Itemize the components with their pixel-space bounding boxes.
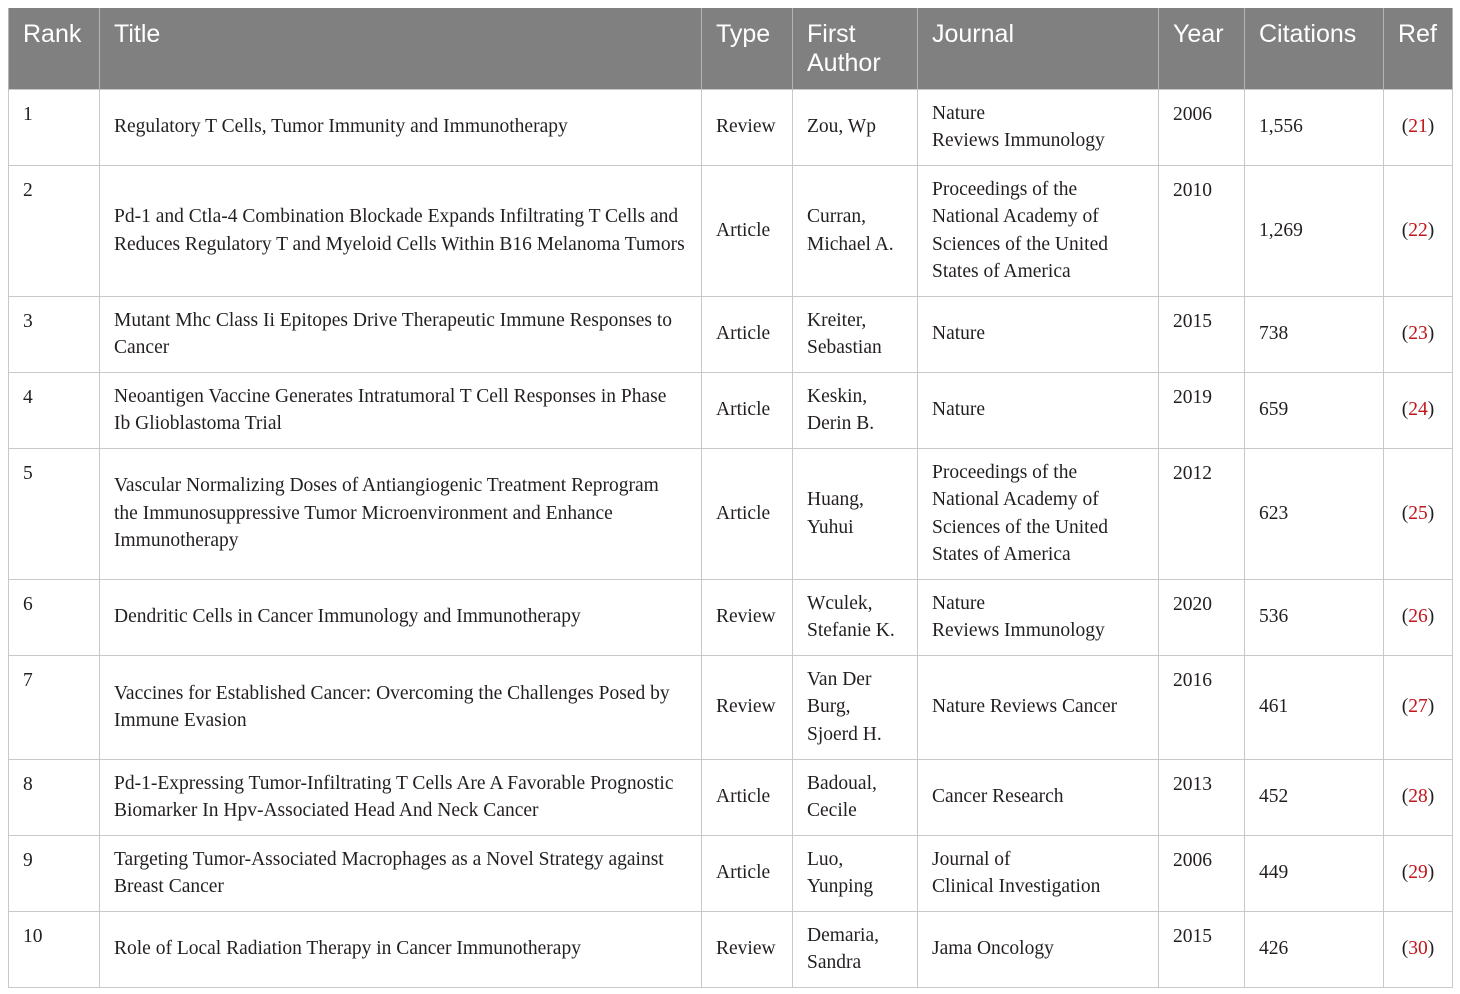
cell-year-text: 2020 xyxy=(1173,593,1212,615)
cell-journal xyxy=(918,296,1159,372)
cell-citations-text: 659 xyxy=(1259,399,1289,421)
cell-first-author xyxy=(793,448,918,579)
cell-citations-text: 1,556 xyxy=(1259,116,1303,138)
table-row xyxy=(9,579,1453,655)
cell-citations xyxy=(1245,372,1384,448)
cell-type-text: Article xyxy=(716,502,771,524)
cell-title-text: Vascular Normalizing Doses of Antiangiogenic Treatment Reprogram the Immunosuppressive Tumor Microenvironment and Enhance Immunotherapy xyxy=(114,475,659,552)
cell-title xyxy=(100,655,702,759)
cell-type-text: Article xyxy=(716,862,771,884)
cell-title xyxy=(100,911,702,987)
cell-title xyxy=(100,759,702,835)
cell-first-author-text: Luo, Yunping xyxy=(807,848,874,897)
cell-citations xyxy=(1245,165,1384,296)
cell-citations xyxy=(1245,579,1384,655)
cell-citations xyxy=(1245,655,1384,759)
cell-year xyxy=(1159,759,1245,835)
cell-type xyxy=(702,448,793,579)
cell-journal-text: Nature Reviews Immunology xyxy=(932,592,1105,641)
cell-ref: (29) xyxy=(1384,835,1453,911)
table-row xyxy=(9,448,1453,579)
cell-rank xyxy=(9,911,100,987)
table-row xyxy=(9,759,1453,835)
cell-first-author xyxy=(793,372,918,448)
cell-journal-text: Proceedings of the National Academy of Sciences of the United States of America xyxy=(932,178,1108,282)
cell-title-text: Vaccines for Established Cancer: Overcoming the Challenges Posed by Immune Evasion xyxy=(114,682,670,731)
cell-first-author-text: Huang, Yuhui xyxy=(807,489,864,538)
citations-table-container xyxy=(8,8,1452,988)
cell-type xyxy=(702,165,793,296)
cell-first-author xyxy=(793,579,918,655)
cell-year-text: 2006 xyxy=(1173,103,1212,125)
cell-title xyxy=(100,579,702,655)
cell-rank xyxy=(9,165,100,296)
cell-title xyxy=(100,296,702,372)
cell-rank-text: 7 xyxy=(23,669,33,691)
cell-type-text: Article xyxy=(716,219,771,241)
cell-citations-text: 426 xyxy=(1259,938,1289,960)
cell-journal xyxy=(918,89,1159,165)
cell-first-author-text: Keskin, Derin B. xyxy=(807,385,875,434)
table-row xyxy=(9,655,1453,759)
cell-ref: (26) xyxy=(1384,579,1453,655)
cell-type-text: Review xyxy=(716,606,776,628)
cell-citations-text: 738 xyxy=(1259,323,1289,345)
cell-type xyxy=(702,296,793,372)
cell-journal xyxy=(918,579,1159,655)
cell-rank xyxy=(9,759,100,835)
header-rank: Rank xyxy=(9,8,100,89)
cell-type xyxy=(702,372,793,448)
reference-link[interactable]: 22 xyxy=(1408,219,1428,241)
reference-link[interactable]: 29 xyxy=(1408,862,1428,884)
cell-title xyxy=(100,165,702,296)
cell-year xyxy=(1159,655,1245,759)
cell-journal-text: Nature xyxy=(932,399,986,421)
cell-year-text: 2012 xyxy=(1173,462,1212,484)
cell-type xyxy=(702,655,793,759)
cell-first-author-text: Curran, Michael A. xyxy=(807,206,894,255)
cell-title-text: Targeting Tumor-Associated Macrophages as a Novel Strategy against Breast Cancer xyxy=(114,848,664,897)
cell-first-author xyxy=(793,655,918,759)
table-row xyxy=(9,165,1453,296)
cell-title-text: Regulatory T Cells, Tumor Immunity and Immunotherapy xyxy=(114,116,568,138)
reference-link[interactable]: 25 xyxy=(1408,502,1428,524)
cell-journal-text: Nature xyxy=(932,323,986,345)
cell-ref: (23) xyxy=(1384,296,1453,372)
cell-journal-text: Journal of Clinical Investigation xyxy=(932,848,1101,897)
header-row xyxy=(9,8,1453,89)
cell-type-text: Review xyxy=(716,938,776,960)
cell-citations-text: 536 xyxy=(1259,606,1289,628)
cell-rank-text: 1 xyxy=(23,103,33,125)
cell-ref: (27) xyxy=(1384,655,1453,759)
reference-link[interactable]: 28 xyxy=(1408,786,1428,808)
cell-type-text: Review xyxy=(716,696,776,718)
cell-year-text: 2013 xyxy=(1173,773,1212,795)
cell-rank-text: 8 xyxy=(23,773,33,795)
cell-type-text: Article xyxy=(716,786,771,808)
table-body xyxy=(9,89,1453,987)
cell-journal xyxy=(918,759,1159,835)
reference-link[interactable]: 30 xyxy=(1408,938,1428,960)
cell-year-text: 2019 xyxy=(1173,386,1212,408)
cell-title-text: Neoantigen Vaccine Generates Intratumoral T Cell Responses in Phase Ib Glioblastoma Trial xyxy=(114,385,667,434)
header-year: Year xyxy=(1159,8,1245,89)
cell-year xyxy=(1159,911,1245,987)
cell-first-author xyxy=(793,296,918,372)
cell-first-author-text: Badoual, Cecile xyxy=(807,772,877,821)
cell-title xyxy=(100,835,702,911)
cell-citations-text: 623 xyxy=(1259,502,1289,524)
cell-title-text: Pd-1-Expressing Tumor-Infiltrating T Cells Are A Favorable Prognostic Biomarker In Hpv-Associated Head And Neck Cancer xyxy=(114,772,674,821)
cell-citations xyxy=(1245,759,1384,835)
cell-citations xyxy=(1245,448,1384,579)
top-cited-papers-table xyxy=(8,8,1453,988)
cell-year xyxy=(1159,448,1245,579)
cell-first-author-text: Kreiter, Sebastian xyxy=(807,309,882,358)
cell-title xyxy=(100,372,702,448)
cell-journal xyxy=(918,165,1159,296)
header-ref: Ref xyxy=(1384,8,1453,89)
cell-first-author-text: Zou, Wp xyxy=(807,116,876,138)
cell-first-author xyxy=(793,759,918,835)
cell-first-author xyxy=(793,89,918,165)
header-title: Title xyxy=(100,8,702,89)
cell-rank-text: 2 xyxy=(23,179,33,201)
cell-title-text: Dendritic Cells in Cancer Immunology and Immunotherapy xyxy=(114,606,581,628)
cell-first-author xyxy=(793,165,918,296)
cell-journal xyxy=(918,835,1159,911)
cell-citations xyxy=(1245,911,1384,987)
cell-citations-text: 1,269 xyxy=(1259,219,1303,241)
cell-ref: (25) xyxy=(1384,448,1453,579)
cell-citations-text: 461 xyxy=(1259,696,1289,718)
cell-rank xyxy=(9,372,100,448)
cell-year-text: 2006 xyxy=(1173,849,1212,871)
cell-citations-text: 452 xyxy=(1259,786,1289,808)
cell-year xyxy=(1159,296,1245,372)
cell-ref: (21) xyxy=(1384,89,1453,165)
cell-type xyxy=(702,911,793,987)
cell-journal-text: Jama Oncology xyxy=(932,938,1054,960)
cell-title-text: Mutant Mhc Class Ii Epitopes Drive Therapeutic Immune Responses to Cancer xyxy=(114,309,672,358)
table-row xyxy=(9,89,1453,165)
cell-rank-text: 6 xyxy=(23,593,33,615)
cell-type-text: Article xyxy=(716,323,771,345)
cell-citations-text: 449 xyxy=(1259,862,1289,884)
cell-rank-text: 10 xyxy=(23,925,43,947)
cell-type xyxy=(702,89,793,165)
cell-rank xyxy=(9,296,100,372)
cell-citations xyxy=(1245,89,1384,165)
cell-title-text: Role of Local Radiation Therapy in Cancer Immunotherapy xyxy=(114,938,581,960)
cell-ref: (28) xyxy=(1384,759,1453,835)
reference-link[interactable]: 24 xyxy=(1408,399,1428,421)
cell-journal xyxy=(918,655,1159,759)
cell-title-text: Pd-1 and Ctla-4 Combination Blockade Expands Infiltrating T Cells and Reduces Regulatory T and Myeloid Cells Within B16 Melanoma Tumors xyxy=(114,206,685,255)
cell-year xyxy=(1159,89,1245,165)
header-journal: Journal xyxy=(918,8,1159,89)
cell-journal-text: Cancer Research xyxy=(932,786,1064,808)
cell-year xyxy=(1159,579,1245,655)
header-type: Type xyxy=(702,8,793,89)
cell-type xyxy=(702,759,793,835)
header-citations: Citations xyxy=(1245,8,1384,89)
cell-first-author-text: Demaria, Sandra xyxy=(807,924,880,973)
cell-title xyxy=(100,448,702,579)
cell-year xyxy=(1159,372,1245,448)
cell-title xyxy=(100,89,702,165)
cell-journal xyxy=(918,448,1159,579)
cell-rank-text: 3 xyxy=(23,310,33,332)
cell-rank xyxy=(9,89,100,165)
table-header xyxy=(9,8,1453,89)
cell-journal-text: Nature Reviews Immunology xyxy=(932,102,1105,151)
cell-journal-text: Nature Reviews Cancer xyxy=(932,696,1118,718)
table-row xyxy=(9,911,1453,987)
reference-link[interactable]: 26 xyxy=(1408,606,1428,628)
reference-link[interactable]: 27 xyxy=(1408,696,1428,718)
cell-ref: (24) xyxy=(1384,372,1453,448)
table-row xyxy=(9,372,1453,448)
cell-rank xyxy=(9,655,100,759)
cell-journal xyxy=(918,372,1159,448)
cell-rank-text: 9 xyxy=(23,849,33,871)
cell-year-text: 2016 xyxy=(1173,669,1212,691)
cell-citations xyxy=(1245,835,1384,911)
cell-journal xyxy=(918,911,1159,987)
cell-type xyxy=(702,835,793,911)
cell-rank xyxy=(9,835,100,911)
table-row xyxy=(9,835,1453,911)
cell-year xyxy=(1159,835,1245,911)
cell-year-text: 2010 xyxy=(1173,179,1212,201)
cell-type xyxy=(702,579,793,655)
cell-first-author-text: Van Der Burg, Sjoerd H. xyxy=(807,668,882,745)
cell-first-author-text: Wculek, Stefanie K. xyxy=(807,592,895,641)
cell-rank xyxy=(9,579,100,655)
reference-link[interactable]: 23 xyxy=(1408,323,1428,345)
cell-year xyxy=(1159,165,1245,296)
cell-first-author xyxy=(793,835,918,911)
cell-first-author xyxy=(793,911,918,987)
cell-rank-text: 4 xyxy=(23,386,33,408)
cell-year-text: 2015 xyxy=(1173,310,1212,332)
cell-ref: (30) xyxy=(1384,911,1453,987)
table-row xyxy=(9,296,1453,372)
cell-journal-text: Proceedings of the National Academy of Sciences of the United States of America xyxy=(932,461,1108,565)
cell-type-text: Article xyxy=(716,399,771,421)
cell-ref: (22) xyxy=(1384,165,1453,296)
cell-rank xyxy=(9,448,100,579)
reference-link[interactable]: 21 xyxy=(1408,116,1428,138)
cell-type-text: Review xyxy=(716,116,776,138)
cell-year-text: 2015 xyxy=(1173,925,1212,947)
cell-rank-text: 5 xyxy=(23,462,33,484)
cell-citations xyxy=(1245,296,1384,372)
header-first-author: First Author xyxy=(793,8,918,89)
